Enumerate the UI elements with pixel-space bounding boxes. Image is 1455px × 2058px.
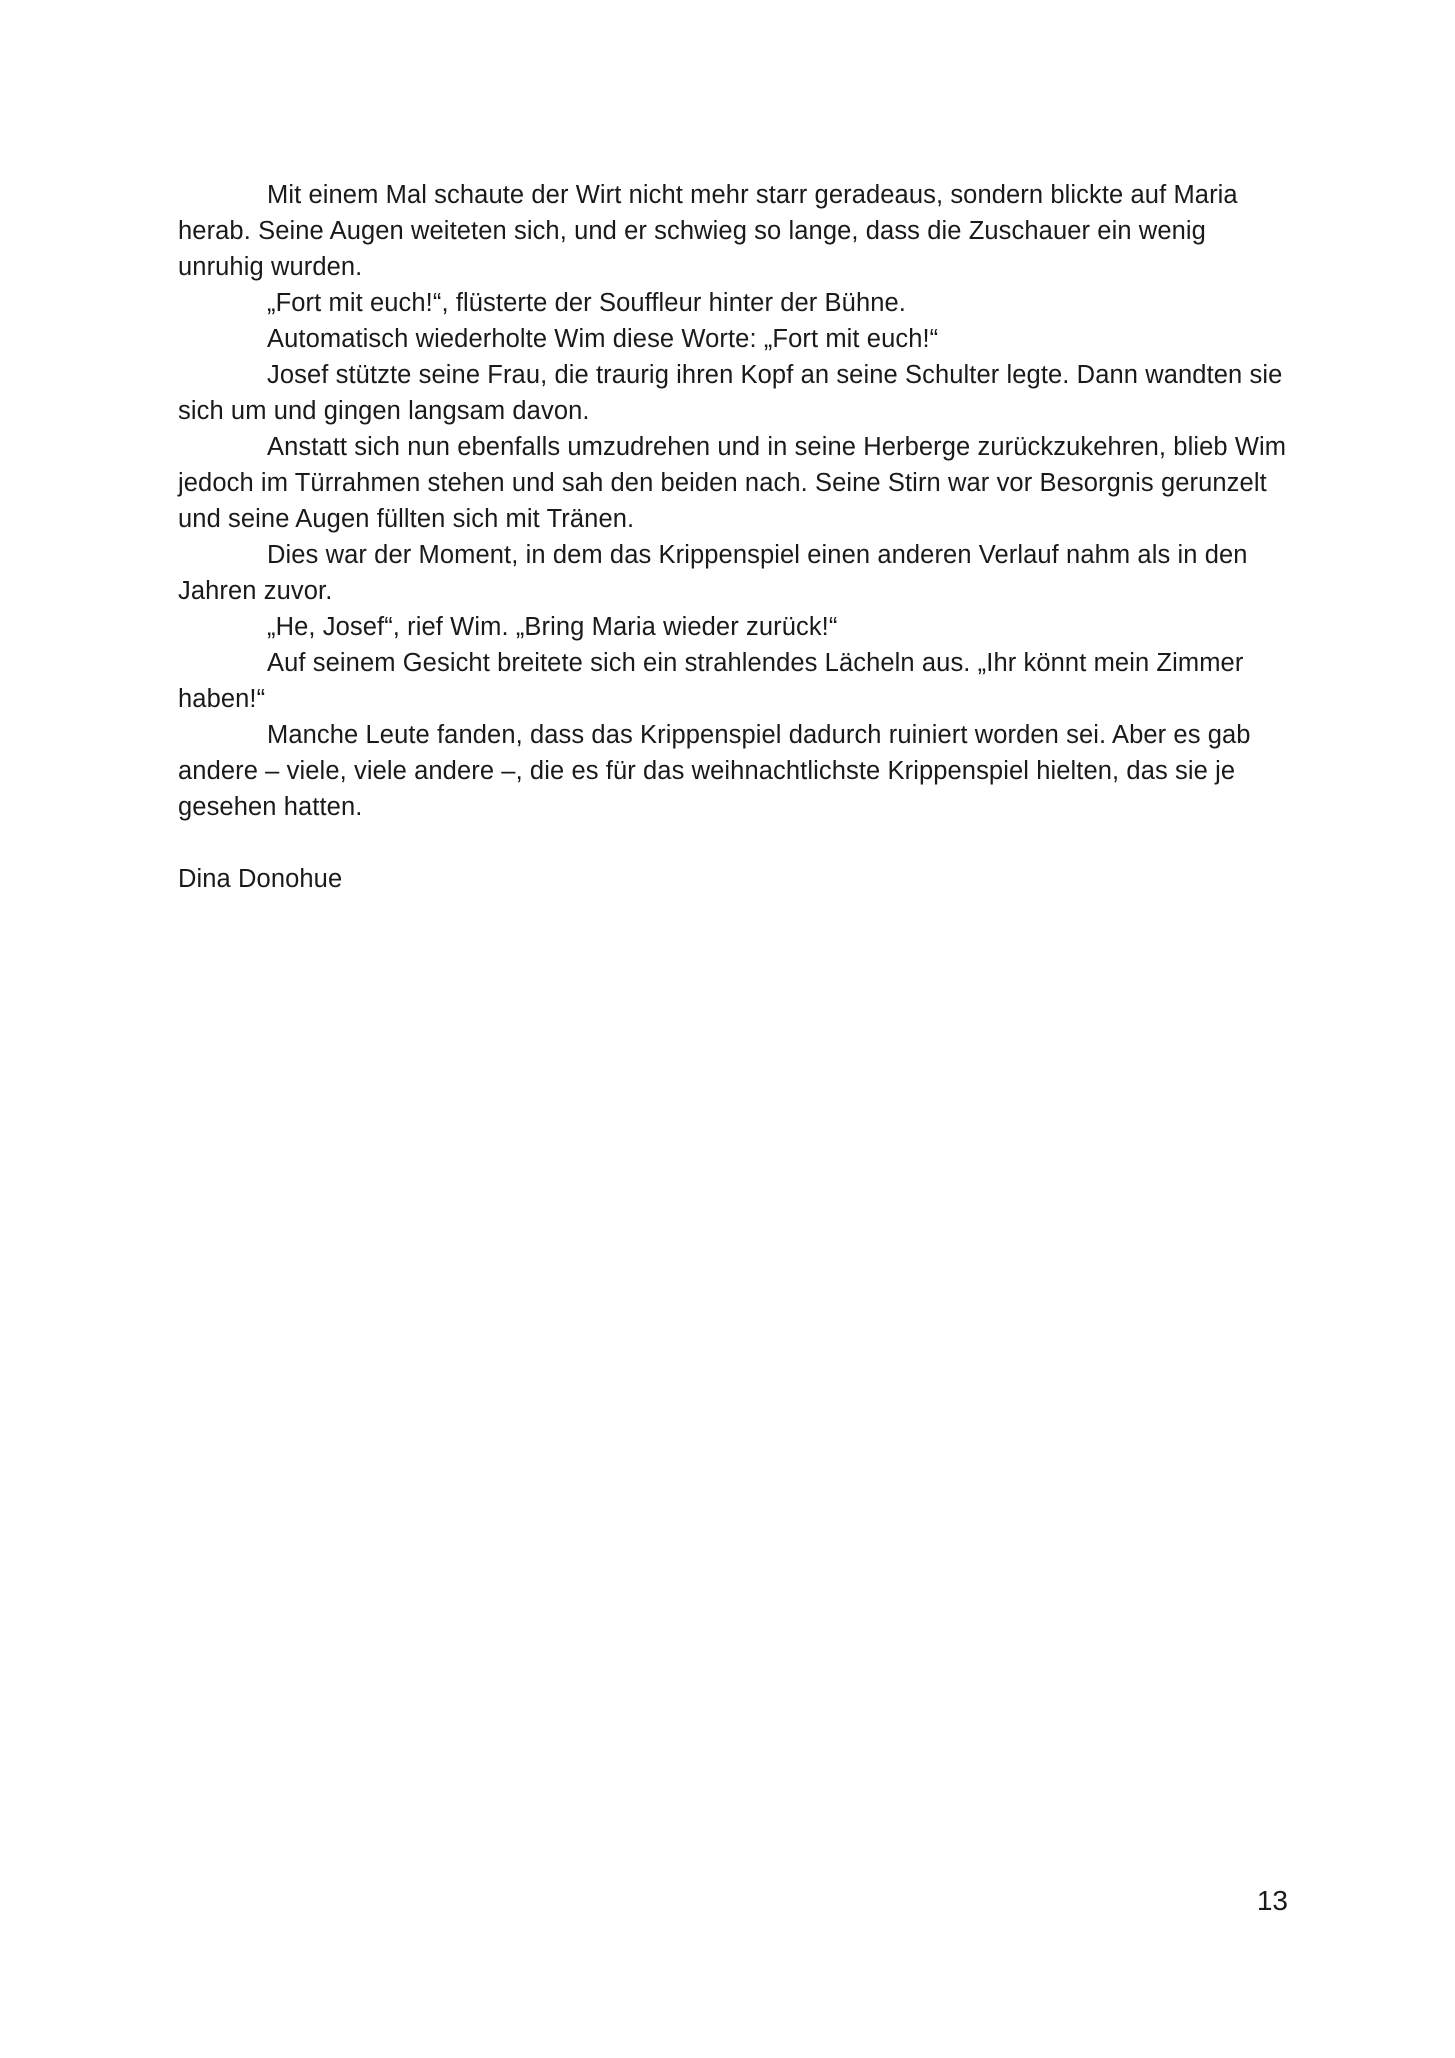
paragraph: Automatisch wiederholte Wim diese Worte: „Fort mit euch!“: [267, 325, 939, 353]
page-number: 13: [1256, 1885, 1288, 1916]
paragraph: Dies war der Moment, in dem das Krippenspiel einen anderen Verlauf nahm als in den Jahren zuvor.: [178, 541, 1248, 605]
paragraph: Auf seinem Gesicht breitete sich ein strahlendes Lächeln aus. „Ihr könnt mein Zimmer haben!“: [178, 649, 1244, 713]
story-text: [178, 177, 1290, 897]
paragraph: Josef stützte seine Frau, die traurig ihren Kopf an seine Schulter legte. Dann wandten sie sich um und gingen langsam davon.: [178, 361, 1283, 425]
paragraph: Manche Leute fanden, dass das Krippenspiel dadurch ruiniert worden sei. Aber es gab andere – viele, viele andere –, die es für das weihnachtlichste Krippenspiel hielten, das sie je gesehen hatten.: [178, 721, 1251, 821]
paragraph: „Fort mit euch!“, flüsterte der Souffleur hinter der Bühne.: [267, 289, 906, 317]
author-signature: Dina Donohue: [178, 865, 343, 893]
paragraph: Mit einem Mal schaute der Wirt nicht mehr starr geradeaus, sondern blickte auf Maria herab. Seine Augen weiteten sich, und er schwieg so lange, dass die Zuschauer ein wenig unruhig wurden.: [178, 181, 1238, 281]
paragraph: Anstatt sich nun ebenfalls umzudrehen und in seine Herberge zurückzukehren, blieb Wim jedoch im Türrahmen stehen und sah den beiden nach. Seine Stirn war vor Besorgnis gerunzelt und seine Augen füllten sich mit Tränen.: [178, 433, 1287, 533]
paragraph: „He, Josef“, rief Wim. „Bring Maria wieder zurück!“: [267, 613, 838, 641]
